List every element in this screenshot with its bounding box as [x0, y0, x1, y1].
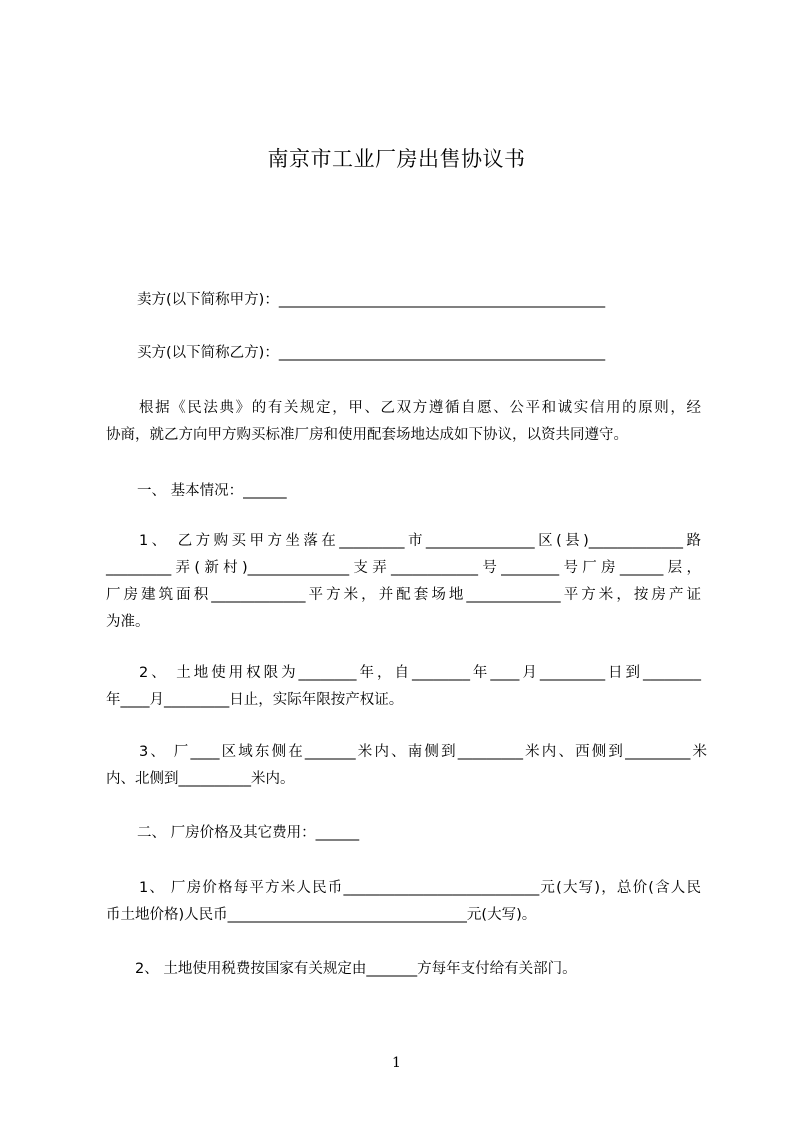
price-clause-1-line-2: 币土地价格)人民币_________________________________元(大写)。: [106, 907, 537, 923]
seller-line: 卖方(以下简称甲方)：_____________________________________________: [137, 292, 606, 308]
section-2-heading: 二、 厂房价格及其它费用：______: [137, 825, 360, 841]
clause-3-line-2: 内、北侧到__________米内。: [106, 771, 295, 787]
intro-line-1: 根据《民法典》的有关规定，甲、乙双方遵循自愿、公平和诚实信用的原则，经: [139, 400, 701, 416]
page-number: 1: [392, 1055, 401, 1071]
price-clause-2: 2、 土地使用税费按国家有关规定由_______方每年支付给有关部门。: [135, 961, 577, 977]
price-clause-1-line-1: 1、 厂房价格每平方米人民币___________________________元(大写)，总价(含人民: [139, 880, 701, 896]
section-1-heading: 一、 基本情况：______: [137, 483, 287, 499]
clause-1-line-4: 为准。: [106, 614, 150, 630]
buyer-line: 买方(以下简称乙方)：_____________________________________________: [137, 345, 606, 361]
clause-2-line-2: 年____月_________日止，实际年限按产权证。: [106, 692, 404, 708]
clause-1-line-3: 厂房建筑面积_____________平方米，并配套场地_____________平方米，按房产证: [106, 587, 701, 603]
clause-1-line-1: 1、 乙方购买甲方坐落在_________市_______________区(县)_____________路: [139, 533, 701, 549]
intro-line-2: 协商，就乙方向甲方购买标准厂房和使用配套场地达成如下协议，以资共同遵守。: [106, 427, 628, 443]
clause-2-line-1: 2、 土地使用权限为________年，自________年____月_________日到________: [139, 665, 701, 681]
clause-1-line-2: _________弄(新村)______________支弄____________号________号厂房______层，: [106, 560, 701, 576]
clause-3-line-1: 3、 厂____区域东侧在_______米内、南侧到_________米内、西侧到_________米: [139, 744, 707, 760]
document-title: 南京市工业厂房出售协议书: [267, 147, 526, 171]
